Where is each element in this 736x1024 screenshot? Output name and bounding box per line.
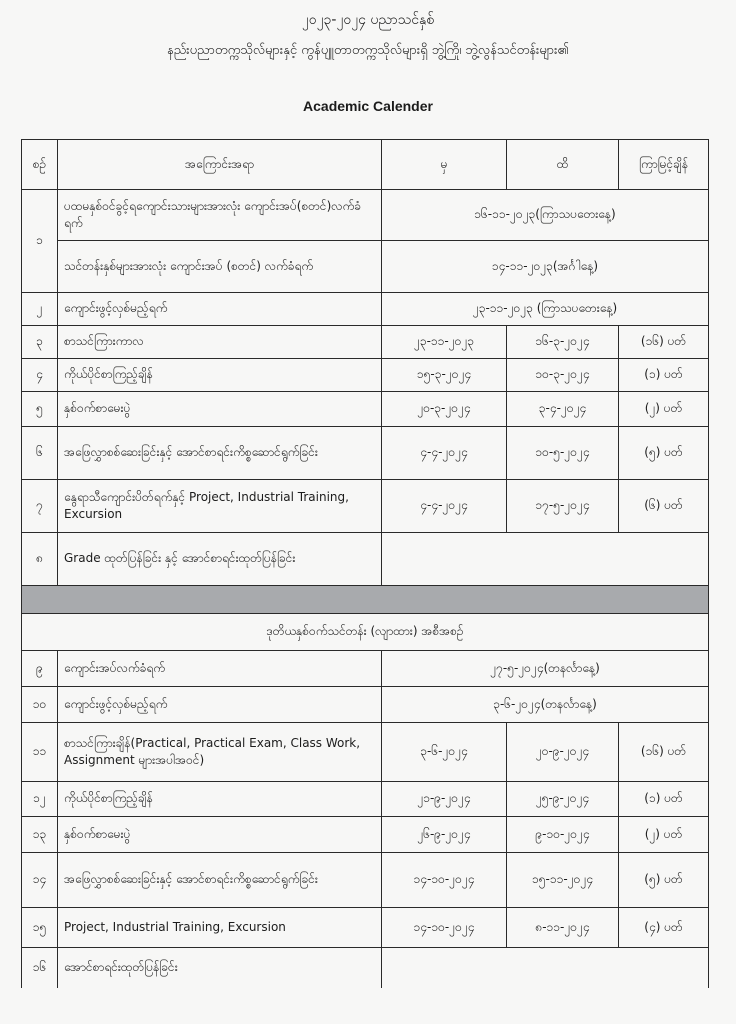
row-activity: စာသင်ကြားကာလ — [58, 326, 382, 359]
row-to-date: ၂၀-၉-၂၀၂၄ — [507, 723, 619, 782]
header-duration: ကြာမြင့်ချိန် — [619, 140, 709, 190]
row-activity: ကျောင်းအပ်လက်ခံရက် — [58, 651, 382, 687]
row-number: ၂ — [22, 293, 58, 326]
row-date-merged: ၁၄-၁၁-၂၀၂၃(အင်္ဂါနေ့) — [382, 241, 709, 293]
row-duration: (၅) ပတ် — [619, 853, 709, 908]
row-activity: ကျောင်းဖွင့်လှစ်မည့်ရက် — [58, 687, 382, 723]
row-duration: (၅) ပတ် — [619, 427, 709, 480]
row-date-merged — [382, 533, 709, 586]
row-number: ၁၆ — [22, 948, 58, 988]
table-row — [22, 480, 709, 533]
row-number: ၁၅ — [22, 908, 58, 948]
row-duration: (၁၆) ပတ် — [619, 326, 709, 359]
row-number: ၁၀ — [22, 687, 58, 723]
row-from-date: ၂၃-၁၁-၂၀၂၃ — [382, 326, 507, 359]
row-number: ၁၄ — [22, 853, 58, 908]
row-number: ၁၂ — [22, 782, 58, 817]
table-row — [22, 359, 709, 392]
row-activity: စာသင်ကြားချိန်(Practical, Practical Exam, Class Work, Assignment များအပါအဝင်) — [58, 723, 382, 782]
document-subtitle: နည်းပညာတက္ကသိုလ်များနှင့် ကွန်ပျူတာတက္ကသိုလ်များရှိ ဘွဲ့ကြို၊ ဘွဲ့လွန်သင်တန်းများ၏ — [167, 43, 569, 58]
section-title-row — [22, 614, 709, 651]
row-duration: (၂) ပတ် — [619, 392, 709, 427]
row-number: ၅ — [22, 392, 58, 427]
table-row — [22, 392, 709, 427]
document-title: Academic Calender — [303, 98, 433, 114]
row-activity: နှစ်ဝက်စာမေးပွဲ — [58, 817, 382, 853]
table-row — [22, 293, 709, 326]
row-date-merged: ၂၇-၅-၂၀၂၄(တနင်္လာနေ့) — [382, 651, 709, 687]
row-from-date: ၁၄-၁၀-၂၀၂၄ — [382, 908, 507, 948]
section-separator — [22, 586, 709, 614]
row-from-date: ၄-၄-၂၀၂၄ — [382, 427, 507, 480]
table-header-row — [22, 140, 709, 190]
row-number: ၁၃ — [22, 817, 58, 853]
row-activity: သင်တန်းနှစ်များအားလုံး ကျောင်းအပ် (စတင်) လက်ခံရက် — [58, 241, 382, 293]
row-from-date: ၁၄-၁၀-၂၀၂၄ — [382, 853, 507, 908]
row-activity: ပထမနှစ်ဝင်ခွင့်ရကျောင်းသားများအားလုံး ကျောင်းအပ်(စတင်)လက်ခံရက် — [58, 190, 382, 241]
row-number: ၄ — [22, 359, 58, 392]
row-to-date: ၉-၁၀-၂၀၂၄ — [507, 817, 619, 853]
row-to-date: ၁၀-၃-၂၀၂၄ — [507, 359, 619, 392]
row-to-date: ၁၆-၃-၂၀၂၄ — [507, 326, 619, 359]
row-number: ၆ — [22, 427, 58, 480]
row-from-date: ၃-၆-၂၀၂၄ — [382, 723, 507, 782]
row-number: ၇ — [22, 480, 58, 533]
document-year-heading: ၂၀၂၃-၂၀၂၄ ပညာသင်နှစ် — [301, 12, 435, 28]
header-no: စဉ် — [22, 140, 58, 190]
table-row — [22, 948, 709, 988]
row-number: ၈ — [22, 533, 58, 586]
row-from-date: ၂၁-၉-၂၀၂၄ — [382, 782, 507, 817]
table-row — [22, 723, 709, 782]
row-activity: အဖြေလွှာစစ်ဆေးခြင်းနှင့် အောင်စာရင်းကိစ္စဆောင်ရွက်ခြင်း — [58, 427, 382, 480]
row-to-date: ၁၀-၅-၂၀၂၄ — [507, 427, 619, 480]
row-to-date: ၈-၁၁-၂၀၂၄ — [507, 908, 619, 948]
table-row — [22, 782, 709, 817]
row-from-date: ၂၀-၃-၂၀၂၄ — [382, 392, 507, 427]
row-activity: Grade ထုတ်ပြန်ခြင်း နှင့် အောင်စာရင်းထုတ်ပြန်ခြင်း — [58, 533, 382, 586]
row-activity: နှစ်ဝက်စာမေးပွဲ — [58, 392, 382, 427]
table-row — [22, 651, 709, 687]
table-row — [22, 908, 709, 948]
row-duration: (၆) ပတ် — [619, 480, 709, 533]
table-row — [22, 326, 709, 359]
row-duration: (၂) ပတ် — [619, 817, 709, 853]
table-row — [22, 427, 709, 480]
row-activity: ကိုယ်ပိုင်စာကြည့်ချိန် — [58, 359, 382, 392]
header-from: မှ — [382, 140, 507, 190]
row-activity: အောင်စာရင်းထုတ်ပြန်ခြင်း — [58, 948, 382, 988]
row-duration: (၄) ပတ် — [619, 908, 709, 948]
table-row — [22, 687, 709, 723]
row-to-date: ၂၅-၉-၂၀၂၄ — [507, 782, 619, 817]
row-from-date: ၂၆-၉-၂၀၂၄ — [382, 817, 507, 853]
row-activity: အဖြေလွှာစစ်ဆေးခြင်းနှင့် အောင်စာရင်းကိစ္စဆောင်ရွက်ခြင်း — [58, 853, 382, 908]
row-number: ၉ — [22, 651, 58, 687]
table-row — [22, 853, 709, 908]
row-date-merged — [382, 948, 709, 988]
row-from-date: ၄-၄-၂၀၂၄ — [382, 480, 507, 533]
table-row — [22, 817, 709, 853]
academic-calendar-table — [21, 139, 709, 988]
row-to-date: ၃-၄-၂၀၂၄ — [507, 392, 619, 427]
row-date-merged: ၂၃-၁၁-၂၀၂၃ (ကြာသပတေးနေ့) — [382, 293, 709, 326]
row-duration: (၁၆) ပတ် — [619, 723, 709, 782]
row-activity: နွေရာသီကျောင်းပိတ်ရက်နှင့် Project, Industrial Training, Excursion — [58, 480, 382, 533]
row-activity: Project, Industrial Training, Excursion — [58, 908, 382, 948]
row-date-merged: ၃-၆-၂၀၂၄(တနင်္လာနေ့) — [382, 687, 709, 723]
header-to: ထိ — [507, 140, 619, 190]
separator-bar — [22, 586, 709, 614]
row-activity: ကျောင်းဖွင့်လှစ်မည့်ရက် — [58, 293, 382, 326]
table-row — [22, 533, 709, 586]
row-from-date: ၁၅-၃-၂၀၂၄ — [382, 359, 507, 392]
second-semester-title: ဒုတိယနှစ်ဝက်သင်တန်း (လျာထား) အစီအစဉ် — [22, 614, 709, 651]
row-duration: (၁) ပတ် — [619, 782, 709, 817]
table-row — [22, 190, 709, 241]
row-number: ၁ — [22, 190, 58, 293]
row-to-date: ၁၇-၅-၂၀၂၄ — [507, 480, 619, 533]
row-date-merged: ၁၆-၁၁-၂၀၂၃(ကြာသပတေးနေ့) — [382, 190, 709, 241]
row-number: ၁၁ — [22, 723, 58, 782]
row-to-date: ၁၅-၁၁-၂၀၂၄ — [507, 853, 619, 908]
row-duration: (၁) ပတ် — [619, 359, 709, 392]
header-activity: အကြောင်းအရာ — [58, 140, 382, 190]
table-row — [22, 241, 709, 293]
row-number: ၃ — [22, 326, 58, 359]
row-activity: ကိုယ်ပိုင်စာကြည့်ချိန် — [58, 782, 382, 817]
